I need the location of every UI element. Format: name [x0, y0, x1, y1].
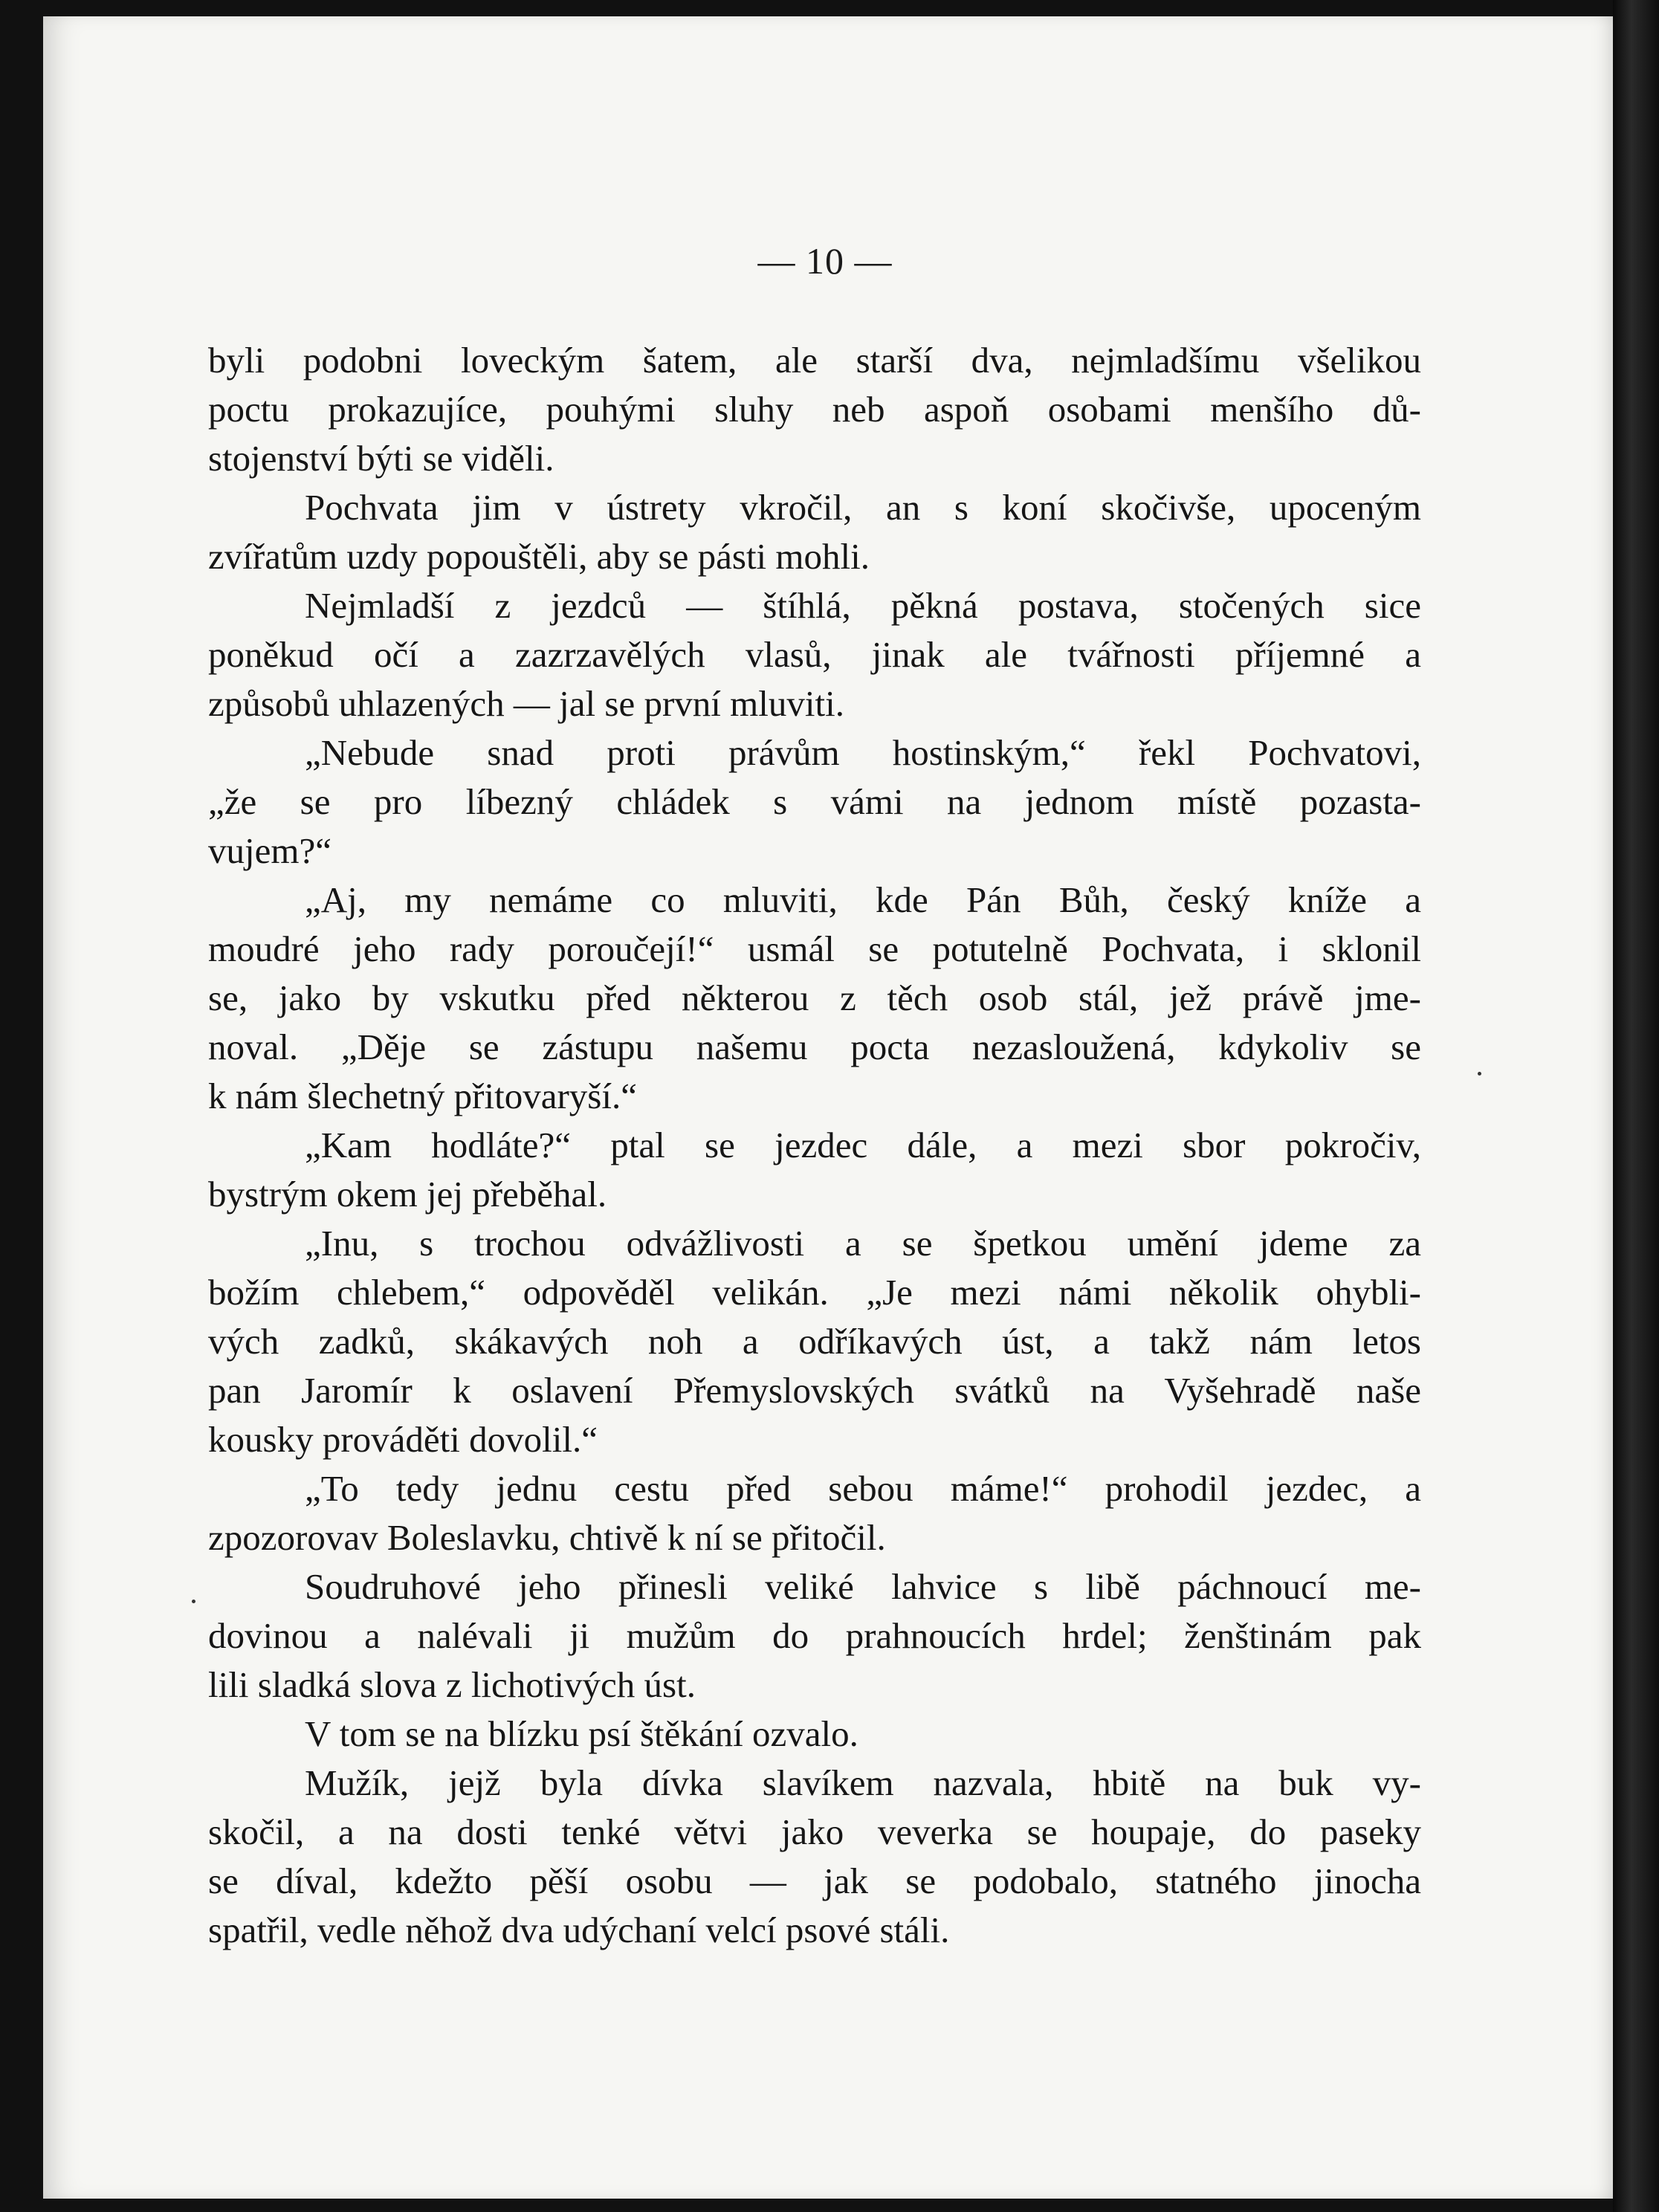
page-edge-shadow	[1613, 0, 1659, 2212]
text-line: poněkud očí a zazrzavělých vlasů, jinak ale tvářnosti příjemné a	[208, 634, 1421, 675]
text-line: Soudruhové jeho přinesli veliké lahvice s libě páchnoucí me-	[305, 1566, 1421, 1607]
text-line: lili sladká slova z lichotivých úst.	[208, 1664, 696, 1705]
text-line: noval. „Děje se zástupu našemu pocta nezasloužená, kdykoliv se	[208, 1026, 1421, 1067]
body-text	[208, 336, 1421, 1955]
text-line: zpozorovav Boleslavku, chtivě k ní se přitočil.	[208, 1517, 886, 1558]
page-speck	[1478, 1072, 1481, 1076]
text-line: kousky prováděti dovolil.“	[208, 1419, 598, 1460]
text-line: stojenství býti se viděli.	[208, 438, 554, 479]
text-line: „Nebude snad proti právům hostinským,“ řekl Pochvatovi,	[305, 732, 1421, 773]
page-speck	[192, 1600, 195, 1603]
text-line: skočil, a na dosti tenké větvi jako veverka se houpaje, do paseky	[208, 1811, 1421, 1852]
text-line: byli podobni loveckým šatem, ale starší dva, nejmladšímu všelikou	[208, 340, 1421, 381]
text-line: „Aj, my nemáme co mluviti, kde Pán Bůh, český kníže a	[305, 879, 1421, 920]
text-line: spatřil, vedle něhož dva udýchaní velcí psové stáli.	[208, 1909, 950, 1950]
page-number: — 10 —	[757, 240, 893, 282]
text-line: Pochvata jim v ústrety vkročil, an s koní skočivše, upoceným	[305, 487, 1421, 528]
text-line: „Inu, s trochou odvážlivosti a se špetkou umění jdeme za	[305, 1223, 1421, 1264]
text-line: bystrým okem jej přeběhal.	[208, 1174, 607, 1215]
text-line: „Kam hodláte?“ ptal se jezdec dále, a mezi sbor pokročiv,	[305, 1125, 1421, 1165]
text-line: se, jako by vskutku před některou z těch osob stál, jež právě jme-	[208, 977, 1421, 1018]
text-line: Nejmladší z jezdců — štíhlá, pěkná postava, stočených sice	[305, 585, 1421, 626]
text-line: dovinou a nalévali ji mužům do prahnoucích hrdel; ženštinám pak	[208, 1615, 1421, 1656]
text-line: k nám šlechetný přitovaryší.“	[208, 1076, 637, 1116]
text-line: vých zadků, skákavých noh a odříkavých úst, a takž nám letos	[208, 1321, 1421, 1362]
text-line: způsobů uhlazených — jal se první mluviti.	[208, 683, 844, 724]
text-line: moudré jeho rady poroučejí!“ usmál se potutelně Pochvata, i sklonil	[208, 928, 1421, 969]
text-line: se díval, kdežto pěší osobu — jak se podobalo, statného jinocha	[208, 1860, 1421, 1901]
text-line: božím chlebem,“ odpověděl velikán. „Je mezi námi několik ohybli-	[208, 1272, 1421, 1313]
text-line: „To tedy jednu cestu před sebou máme!“ prohodil jezdec, a	[305, 1468, 1421, 1509]
text-line: Mužík, jejž byla dívka slavíkem nazvala, hbitě na buk vy-	[305, 1762, 1421, 1803]
text-line: vujem?“	[208, 830, 332, 871]
text-line: pan Jaromír k oslavení Přemyslovských svátků na Vyšehradě naše	[208, 1370, 1421, 1411]
text-line: V tom se na blízku psí štěkání ozvalo.	[305, 1713, 858, 1754]
text-line: poctu prokazujíce, pouhými sluhy neb aspoň osobami menšího dů-	[208, 389, 1421, 430]
text-line: „že se pro líbezný chládek s vámi na jednom místě pozasta-	[208, 781, 1421, 822]
text-line: zvířatům uzdy popouštěli, aby se pásti mohli.	[208, 536, 870, 577]
